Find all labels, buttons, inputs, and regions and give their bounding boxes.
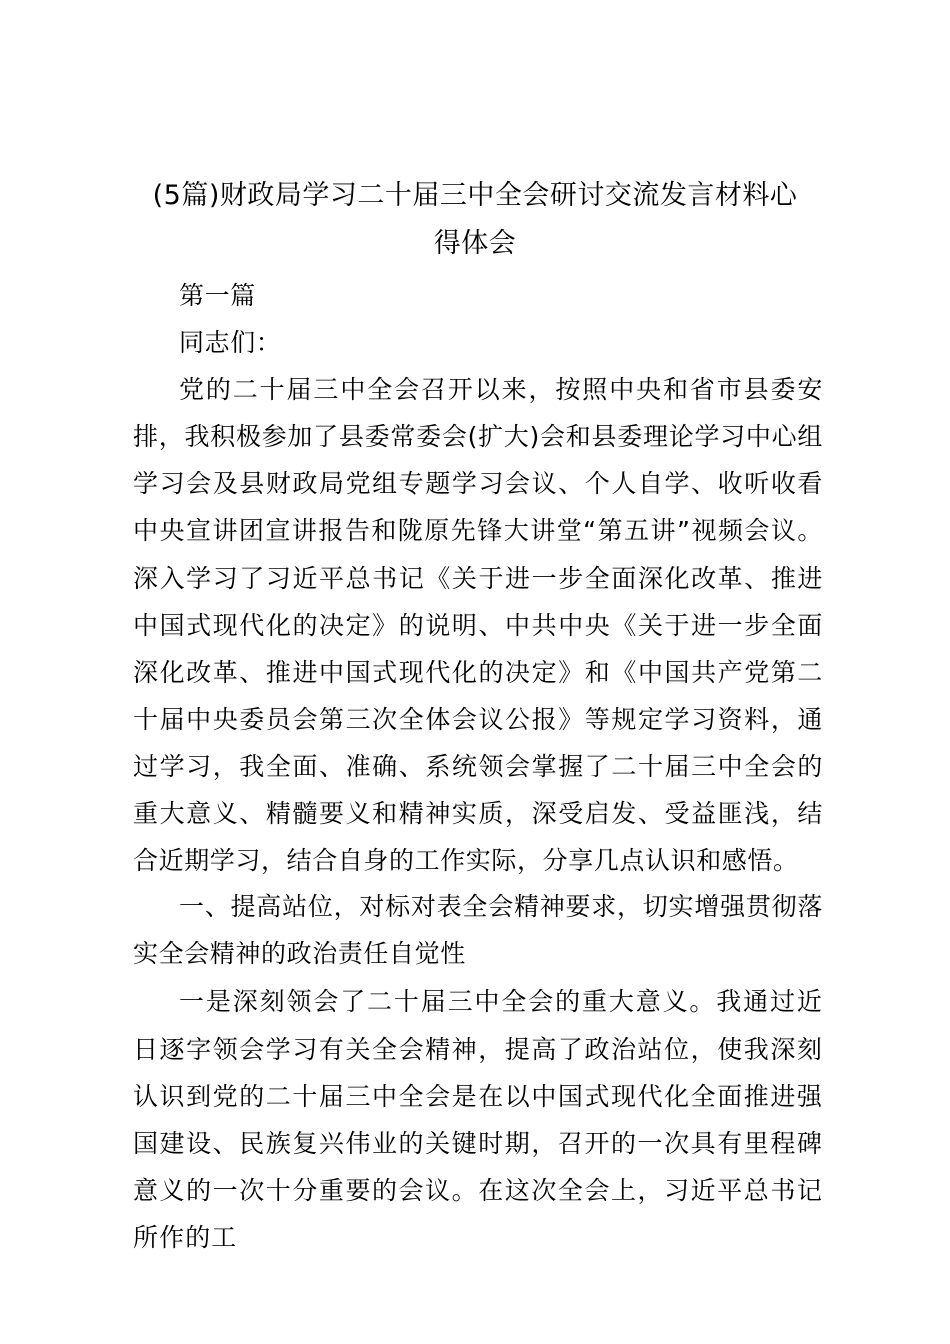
chapter-label: 第一篇 <box>179 281 256 310</box>
greeting: 同志们： <box>179 328 282 358</box>
paragraph-intro: 党的二十届三中全会召开以来，按照中央和省市县委安排，我积极参加了县委常委会(扩大)会和县委理论学习中心组学习会及县财政局党组专题学习会议、个人自学、收听收看中央宣讲团宣讲报告和陇原先锋大讲堂“第五讲”视频会议。深入学习了习近平总书记《关于进一步全面深化改革、推进中国式现代化的决定》的说明、中共中央《关于进一步全面深化改革、推进中国式现代化的决定》和《中国共产党第二十届中央委员会第三次全体会议公报》等规定学习资料，通过学习，我全面、准确、系统领会掌握了二十届三中全会的重大意义、精髓要义和精神实质，深受启发、受益匪浅，结合近期学习，结合自身的工作实际，分享几点认识和感悟。 <box>133 375 823 876</box>
document-body <box>133 272 823 1261</box>
title-line-2: 得体会 <box>433 228 517 259</box>
section-heading-1: 一、提高站位，对标对表全会精神要求，切实增强贯彻落实全会精神的政治责任自觉性 <box>133 894 823 969</box>
title-line-1: (5篇)财政局学习二十届三中全会研讨交流发言材料心 <box>152 180 798 211</box>
paragraph-point-1: 一是深刻领会了二十届三中全会的重大意义。我通过近日逐字领会学习有关全会精神，提高了政治站位，使我深刻认识到党的二十届三中全会是在以中国式现代化全面推进强国建设、民族复兴伟业的关键时期，召开的一次具有里程碑意义的一次十分重要的会议。在这次全会上，习近平总书记所作的工 <box>133 987 823 1252</box>
document-title <box>130 172 820 268</box>
